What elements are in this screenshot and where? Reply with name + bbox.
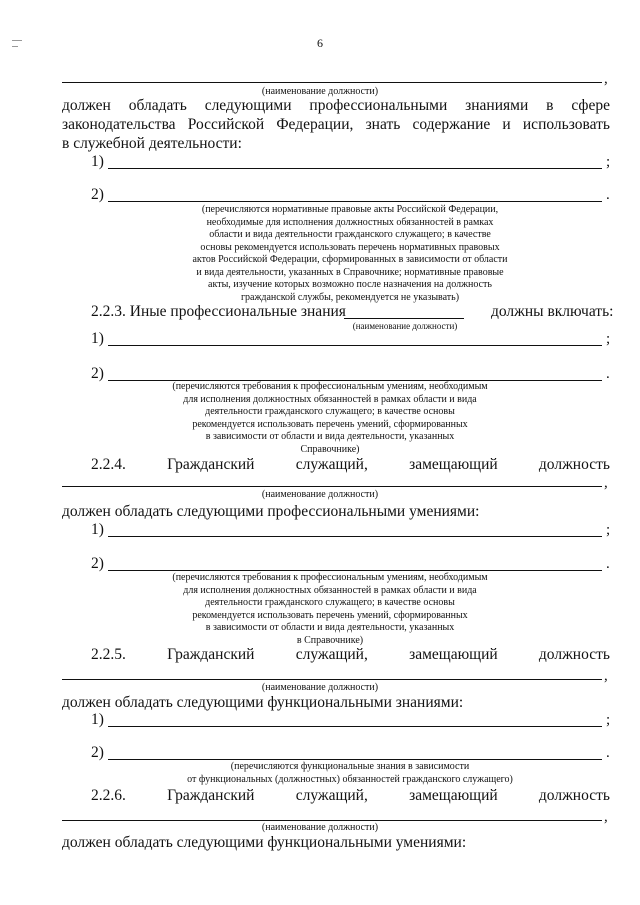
comma: ,	[604, 668, 608, 684]
word: служащий,	[295, 456, 368, 473]
fill-line	[108, 726, 602, 727]
word: должность	[538, 787, 610, 804]
position-line	[62, 679, 602, 680]
word: знаниями	[465, 97, 529, 114]
item-number: 1)	[91, 711, 104, 728]
section-2-2-5-statement: должен обладать следующими функциональными знаниями:	[62, 694, 464, 711]
period: .	[606, 556, 610, 572]
comma: ,	[604, 475, 608, 491]
item-number: 1)	[91, 153, 104, 170]
note-line: деятельности гражданского служащего; в качестве основы	[205, 406, 455, 417]
fill-line	[108, 345, 602, 346]
word: знать	[365, 116, 401, 133]
section-2-2-6-statement: должен обладать следующими функциональными умениями:	[62, 834, 467, 851]
semicolon: ;	[606, 712, 611, 728]
word: должность	[538, 456, 610, 473]
note-line: для исполнения должностных обязанностей в рамках области и вида	[183, 393, 477, 405]
note-line: необходимые для исполнения должностных обязанностей в рамках	[206, 216, 494, 228]
fill-line	[108, 570, 602, 571]
word: служащий,	[295, 646, 368, 663]
word: должен	[62, 97, 111, 114]
position-caption: (наименование должности)	[352, 321, 458, 331]
position-line	[344, 318, 464, 319]
position-caption: (наименование должности)	[261, 682, 379, 693]
word: обладать	[128, 97, 187, 114]
section-2-2-5-heading	[91, 646, 610, 664]
word: замещающий	[409, 787, 498, 804]
position-caption: (наименование должности)	[261, 489, 379, 500]
note-line: (перечисляются требования к профессиональным умениям, необходимым	[172, 572, 488, 583]
instruction-note	[130, 381, 530, 456]
position-caption: (наименование должности)	[261, 86, 379, 97]
note-line: от функциональных (должностных) обязанностей гражданского служащего)	[187, 773, 513, 785]
fill-line	[108, 759, 602, 760]
note-line: Справочнике)	[300, 443, 360, 455]
section-number: 2.2.4.	[91, 456, 126, 473]
fill-line	[108, 168, 602, 169]
word: Федерации,	[276, 116, 354, 133]
word: использовать	[522, 116, 610, 133]
item-number: 2)	[91, 555, 104, 572]
instruction-note	[130, 572, 530, 647]
note-line: гражданской службы, рекомендуется не указывать)	[240, 291, 460, 303]
word: следующими	[204, 97, 292, 114]
note-line: рекомендуется использовать перечень умений, сформированных	[192, 609, 468, 621]
item-number: 2)	[91, 744, 104, 761]
word: Гражданский	[167, 456, 255, 473]
section-2-2-3-tail: должны включать:	[491, 303, 614, 320]
period: .	[606, 745, 610, 761]
section-2-2-6-heading	[91, 787, 610, 805]
word: Российской	[187, 116, 265, 133]
fill-line	[108, 201, 602, 202]
word: замещающий	[409, 456, 498, 473]
period: .	[606, 187, 610, 203]
note-line: области и вида деятельности гражданского служащего; в качестве	[209, 229, 491, 240]
semicolon: ;	[606, 331, 611, 347]
word: законодательства	[62, 116, 176, 133]
position-line	[62, 82, 602, 83]
item-number: 1)	[91, 330, 104, 347]
semicolon: ;	[606, 522, 611, 538]
note-line: (перечисляются требования к профессиональным умениям, необходимым	[172, 381, 488, 392]
page-number: 6	[317, 36, 323, 50]
note-line: рекомендуется использовать перечень умений, сформированных	[192, 418, 468, 430]
period: .	[606, 366, 610, 382]
word: содержание	[412, 116, 491, 133]
note-line: в зависимости от области и вида деятельности, указанных	[205, 622, 455, 633]
fill-line	[108, 536, 602, 537]
instruction-note	[150, 204, 550, 304]
knowledge-line-3: в служебной деятельности:	[62, 135, 242, 152]
comma: ,	[604, 809, 608, 825]
position-line	[62, 486, 602, 487]
instruction-note	[130, 761, 570, 786]
note-line: в зависимости от области и вида деятельности, указанных	[205, 431, 455, 442]
item-number: 2)	[91, 186, 104, 203]
note-line: акты, изучение которых возможно после назначения на должность	[208, 279, 492, 290]
note-line: актов Российской Федерации, сформированных в зависимости от области	[192, 254, 508, 265]
word: Гражданский	[167, 787, 255, 804]
section-number: 2.2.6.	[91, 787, 126, 804]
note-line: в Справочнике)	[296, 634, 364, 646]
position-line	[62, 820, 602, 821]
item-number: 2)	[91, 365, 104, 382]
word: служащий,	[295, 787, 368, 804]
knowledge-line-2	[62, 116, 610, 134]
word: и	[502, 116, 511, 133]
section-2-2-4-statement: должен обладать следующими профессиональными умениями:	[62, 503, 480, 520]
position-caption: (наименование должности)	[261, 822, 379, 833]
comma: ,	[604, 71, 608, 87]
word: профессиональными	[309, 97, 448, 114]
knowledge-line-1	[62, 97, 610, 115]
note-line: деятельности гражданского служащего; в качестве основы	[205, 597, 455, 608]
word: замещающий	[409, 646, 498, 663]
item-number: 1)	[91, 521, 104, 538]
note-line: основы рекомендуется использовать перечень нормативных правовых	[200, 241, 500, 253]
note-line: (перечисляются функциональные знания в зависимости	[230, 761, 470, 772]
section-number: 2.2.5.	[91, 646, 126, 663]
note-line: (перечисляются нормативные правовые акты Российской Федерации,	[201, 204, 499, 215]
semicolon: ;	[606, 154, 611, 170]
word: сфере	[571, 97, 610, 114]
word: в	[546, 97, 554, 114]
section-2-2-3-lead: 2.2.3. Иные профессиональные знания	[91, 303, 346, 320]
section-2-2-4-heading	[91, 456, 610, 474]
word: Гражданский	[167, 646, 255, 663]
word: должность	[538, 646, 610, 663]
note-line: для исполнения должностных обязанностей в рамках области и вида	[183, 584, 477, 596]
note-line: и вида деятельности, указанных в Справочнике; нормативные правовые	[196, 266, 504, 278]
